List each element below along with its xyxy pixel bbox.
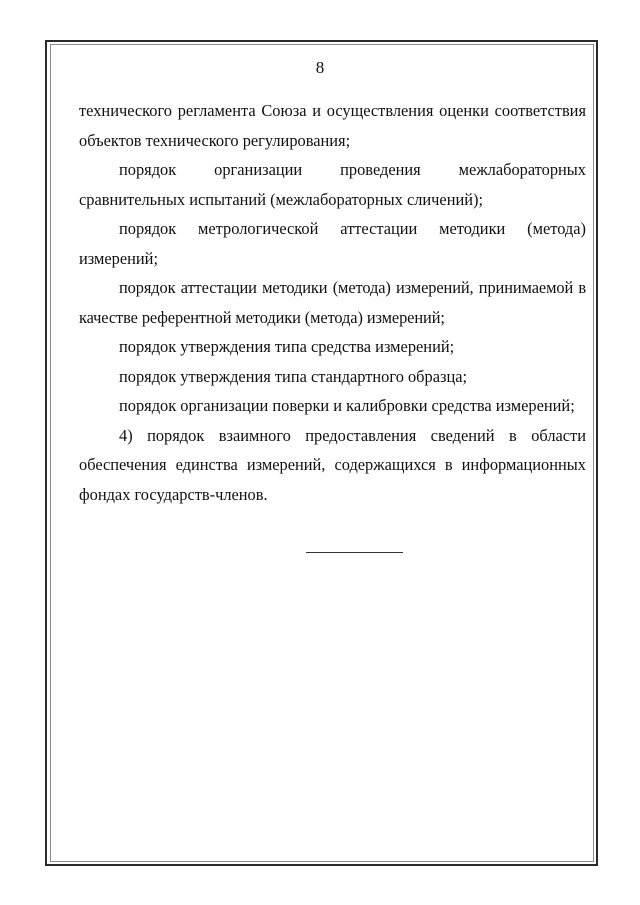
paragraph-metrological-attestation: порядок метрологической аттестации методики (метода) измерений;	[79, 219, 586, 268]
paragraph-verification-calibration: порядок организации поверки и калибровки средства измерений;	[119, 396, 575, 415]
document-body	[79, 96, 586, 509]
end-of-text-rule	[306, 552, 403, 553]
paragraph-information-exchange: 4) порядок взаимного предоставления сведений в области обеспечения единства измерений, содержащихся в информационных фондах государств-членов.	[79, 425, 586, 504]
paragraph-reference-method: порядок аттестации методики (метода) измерений, принимаемой в качестве референтной методики (метода) измерений;	[79, 278, 586, 327]
paragraph-continuation: технического регламента Союза и осуществления оценки соответствия объектов технического регулирования;	[79, 101, 586, 150]
page-number: 8	[315, 58, 325, 77]
paragraph-interlab-testing: порядок организации проведения межлабораторных сравнительных испытаний (межлабораторных сличений);	[79, 160, 586, 209]
paragraph-instrument-type-approval: порядок утверждения типа средства измерений;	[119, 337, 455, 356]
paragraph-reference-material-approval: порядок утверждения типа стандартного образца;	[119, 366, 468, 386]
